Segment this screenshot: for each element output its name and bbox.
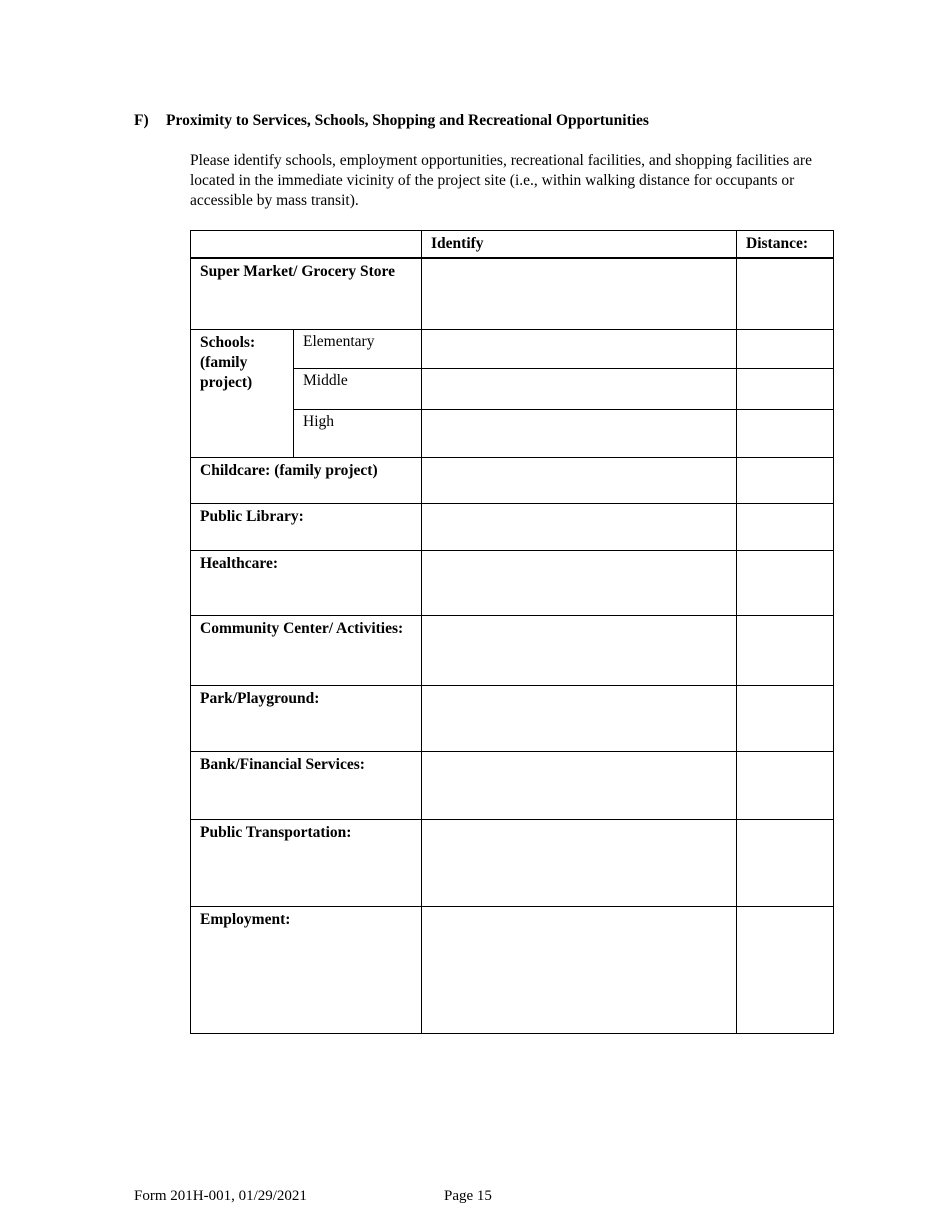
identify-cell-middle[interactable] [422, 369, 737, 410]
school-level-high: High [294, 410, 422, 458]
distance-cell-childcare[interactable] [737, 458, 834, 504]
table-row [191, 907, 834, 1034]
section-letter: F) [134, 112, 149, 129]
row-label-public-library: Public Library: [191, 504, 422, 551]
table-row [191, 551, 834, 616]
row-label-park: Park/Playground: [191, 686, 422, 752]
distance-cell-public-library[interactable] [737, 504, 834, 551]
identify-cell-super-market[interactable] [422, 258, 737, 330]
distance-cell-park[interactable] [737, 686, 834, 752]
distance-cell-middle[interactable] [737, 369, 834, 410]
identify-cell-healthcare[interactable] [422, 551, 737, 616]
footer-form-id: Form 201H-001, 01/29/2021 [134, 1188, 307, 1204]
table-row [191, 458, 834, 504]
distance-cell-public-transportation[interactable] [737, 820, 834, 907]
row-label-community-center: Community Center/ Activities: [191, 616, 422, 686]
distance-cell-healthcare[interactable] [737, 551, 834, 616]
table-row [191, 686, 834, 752]
table-header-row [191, 231, 834, 258]
table-row [191, 616, 834, 686]
table-row [191, 258, 834, 330]
distance-cell-community-center[interactable] [737, 616, 834, 686]
school-level-elementary: Elementary [294, 330, 422, 369]
row-label-super-market: Super Market/ Grocery Store [191, 258, 422, 330]
row-label-schools: Schools: (family project) [191, 330, 294, 458]
identify-cell-employment[interactable] [422, 907, 737, 1034]
identify-cell-childcare[interactable] [422, 458, 737, 504]
table-row [191, 504, 834, 551]
identify-cell-park[interactable] [422, 686, 737, 752]
distance-cell-high[interactable] [737, 410, 834, 458]
identify-cell-public-library[interactable] [422, 504, 737, 551]
table-row [191, 820, 834, 907]
row-label-healthcare: Healthcare: [191, 551, 422, 616]
section-intro: Please identify schools, employment opportunities, recreational facilities, and shopping facilities are located in the immediate vicinity of the project site (i.e., within walking distance for occupants or accessible by mass transit). [190, 152, 812, 209]
section-title: Proximity to Services, Schools, Shopping and Recreational Opportunities [166, 112, 649, 129]
distance-cell-super-market[interactable] [737, 258, 834, 330]
distance-cell-bank[interactable] [737, 752, 834, 820]
identify-cell-public-transportation[interactable] [422, 820, 737, 907]
identify-cell-bank[interactable] [422, 752, 737, 820]
distance-cell-elementary[interactable] [737, 330, 834, 369]
identify-cell-high[interactable] [422, 410, 737, 458]
identify-cell-elementary[interactable] [422, 330, 737, 369]
header-category [191, 231, 422, 258]
identify-cell-community-center[interactable] [422, 616, 737, 686]
row-label-public-transportation: Public Transportation: [191, 820, 422, 907]
school-level-middle: Middle [294, 369, 422, 410]
table-row [191, 330, 834, 369]
header-distance: Distance: [737, 231, 834, 258]
header-identify: Identify [422, 231, 737, 258]
table-row [191, 752, 834, 820]
footer-page-number: Page 15 [444, 1188, 492, 1204]
row-label-childcare: Childcare: (family project) [191, 458, 422, 504]
row-label-bank: Bank/Financial Services: [191, 752, 422, 820]
distance-cell-employment[interactable] [737, 907, 834, 1034]
proximity-table [190, 230, 834, 1034]
section-heading [134, 112, 649, 130]
row-label-employment: Employment: [191, 907, 422, 1034]
